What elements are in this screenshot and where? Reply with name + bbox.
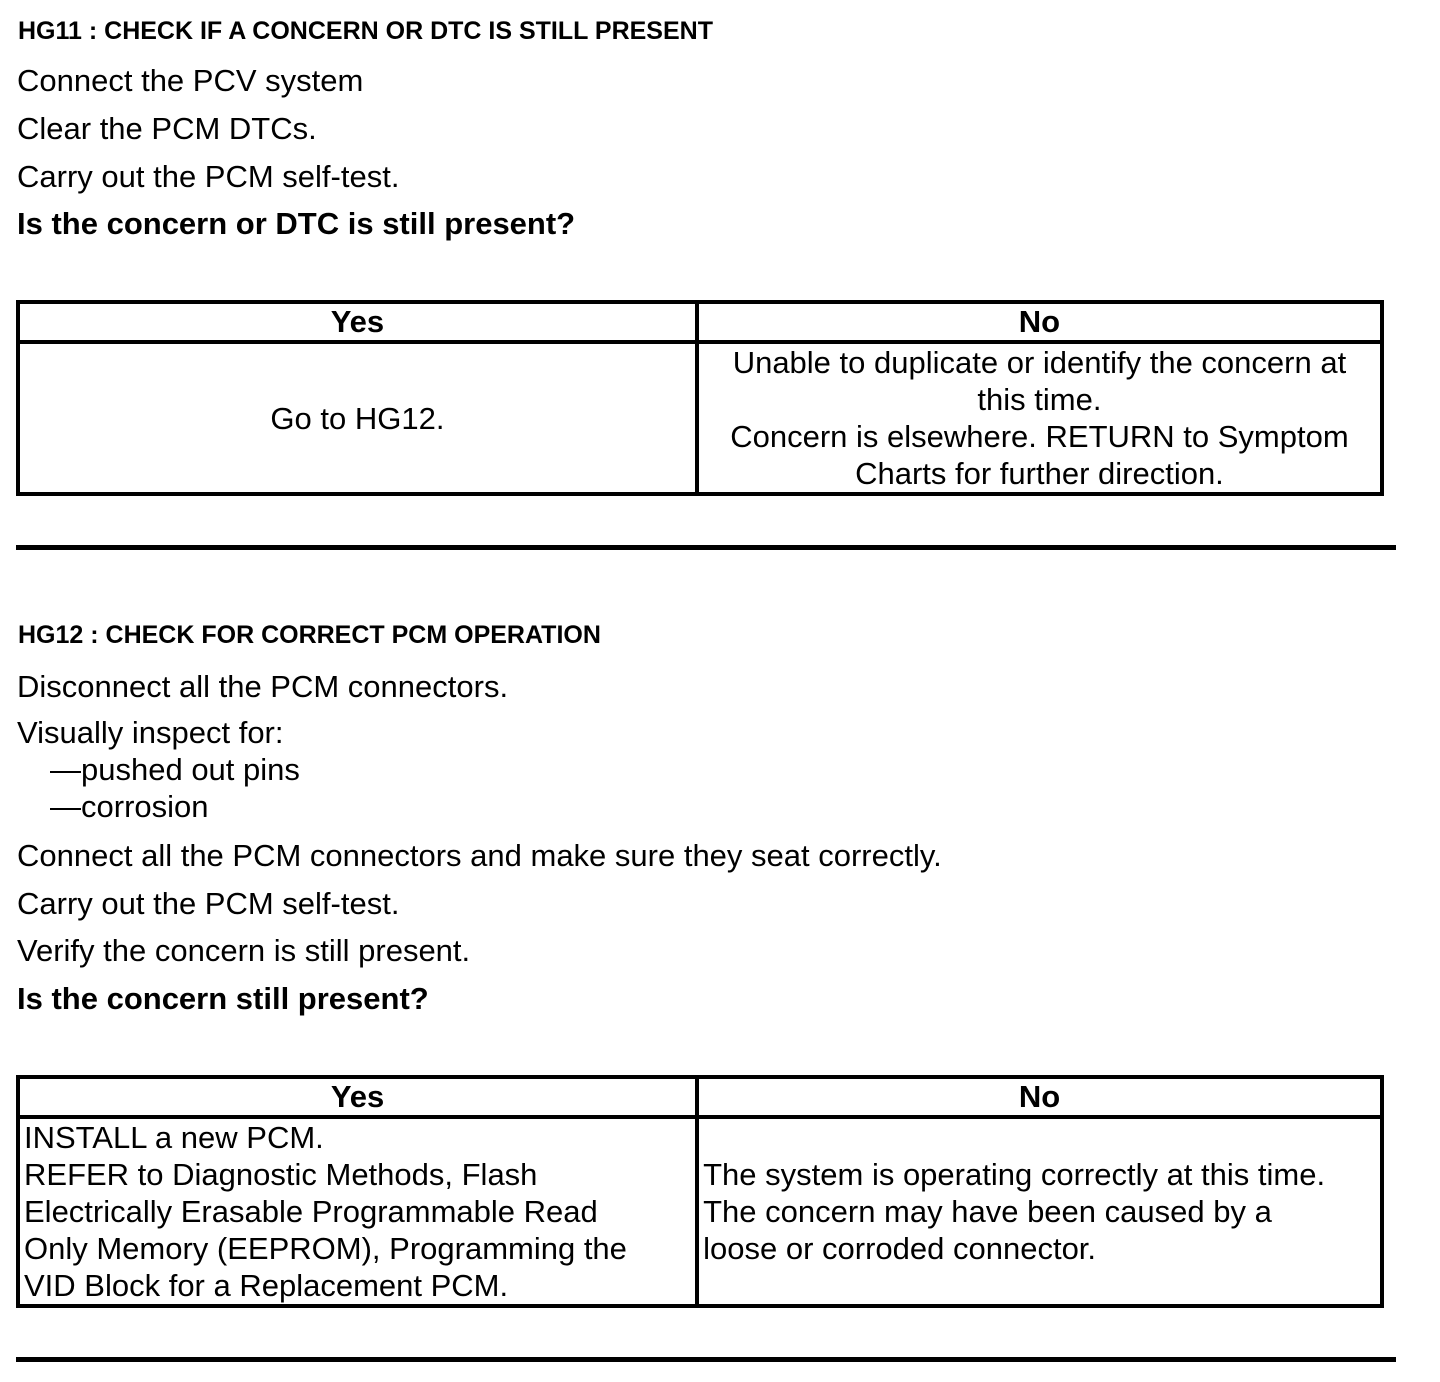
result-table-hg11 [16, 300, 1384, 496]
no-cell [697, 342, 1382, 494]
no-text: The system is operating correctly at this time. [703, 1157, 1326, 1192]
no-header: No [697, 1077, 1382, 1117]
step-text: Connect all the PCM connectors and make sure they seat correctly. [17, 838, 942, 873]
step-text: Carry out the PCM self-test. [17, 159, 400, 194]
step-text: Disconnect all the PCM connectors. [17, 669, 509, 704]
yes-text: Only Memory (EEPROM), Programming the [24, 1231, 627, 1266]
question-text: Is the concern or DTC is still present? [17, 206, 576, 241]
section-heading-hg12: HG12 : CHECK FOR CORRECT PCM OPERATION [18, 621, 601, 649]
no-text: this time. [977, 382, 1102, 417]
no-text: Charts for further direction. [855, 456, 1224, 491]
no-cell [697, 1117, 1382, 1306]
no-text: Unable to duplicate or identify the concern at [732, 345, 1347, 380]
step-text: Carry out the PCM self-test. [17, 886, 400, 921]
inspect-item: —pushed out pins [50, 752, 300, 787]
inspect-item: —corrosion [50, 789, 209, 824]
result-table-hg12 [16, 1075, 1384, 1308]
yes-text: VID Block for a Replacement PCM. [24, 1268, 509, 1303]
yes-text: INSTALL a new PCM. [24, 1120, 324, 1155]
no-header: No [697, 302, 1382, 342]
section-divider [16, 1357, 1396, 1362]
yes-header: Yes [18, 1077, 697, 1117]
yes-text: Electrically Erasable Programmable Read [24, 1194, 598, 1229]
yes-header: Yes [18, 302, 697, 342]
step-text: Clear the PCM DTCs. [17, 111, 317, 146]
section-divider [16, 545, 1396, 550]
yes-cell [18, 1117, 697, 1306]
step-text: Visually inspect for: [17, 715, 284, 750]
no-text: Concern is elsewhere. RETURN to Symptom [730, 419, 1349, 454]
question-text: Is the concern still present? [17, 981, 429, 1016]
no-text: The concern may have been caused by a [703, 1194, 1272, 1229]
yes-text: REFER to Diagnostic Methods, Flash [24, 1157, 538, 1192]
yes-text: Go to HG12. [270, 400, 445, 436]
step-text: Verify the concern is still present. [17, 933, 471, 968]
no-text: loose or corroded connector. [703, 1231, 1097, 1266]
step-text: Connect the PCV system [17, 63, 364, 98]
yes-cell [18, 342, 697, 494]
section-heading-hg11: HG11 : CHECK IF A CONCERN OR DTC IS STILL PRESENT [18, 17, 713, 45]
